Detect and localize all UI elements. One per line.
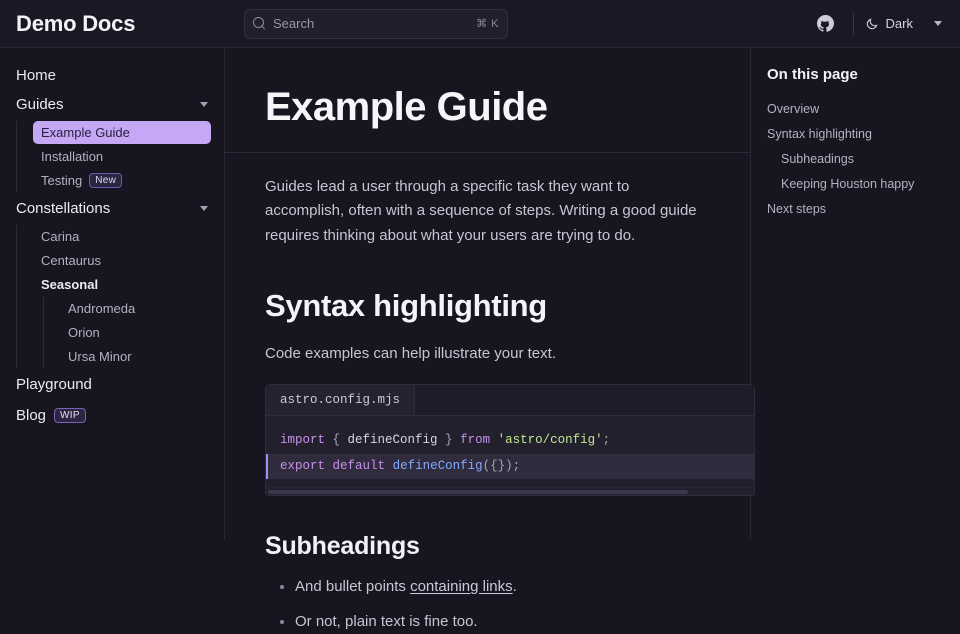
sidebar-item-label: Orion <box>68 325 100 340</box>
sidebar-item-label: Centaurus <box>41 253 101 268</box>
sidebar-group-constellations[interactable] <box>0 193 224 224</box>
sidebar <box>0 48 225 540</box>
toc-item-next-steps[interactable]: Next steps <box>767 201 827 216</box>
inline-link[interactable]: containing links <box>410 578 513 596</box>
sidebar-item-centaurus[interactable] <box>33 249 224 272</box>
list-item <box>295 575 710 598</box>
sidebar-item-label: Example Guide <box>41 125 130 140</box>
sidebar-group-guides-items <box>16 121 224 192</box>
code-body <box>266 416 754 495</box>
sidebar-group-guides[interactable] <box>0 89 224 120</box>
moon-icon <box>866 17 879 30</box>
toc-title: On this page <box>767 66 858 83</box>
code-tab-bar <box>266 385 754 416</box>
sidebar-item-ursa-minor[interactable] <box>60 345 224 368</box>
list-item-suffix: . <box>512 578 517 596</box>
github-icon[interactable] <box>809 7 843 41</box>
sidebar-item-example-guide[interactable] <box>33 121 211 144</box>
page-title: Example Guide <box>265 85 548 129</box>
sidebar-item-label: Blog <box>16 407 47 424</box>
code-line: import { defineConfig } from 'astro/config'; <box>280 432 611 447</box>
app-header <box>0 0 960 48</box>
code-horizontal-scrollbar[interactable] <box>266 487 754 495</box>
sidebar-item-label: Testing <box>41 173 83 188</box>
search-shortcut-hint: ⌘ K <box>476 18 499 30</box>
sidebar-item-home[interactable]: Home <box>16 67 57 84</box>
chevron-down-icon <box>200 206 208 211</box>
search-input[interactable] <box>244 9 508 39</box>
theme-select[interactable] <box>864 12 944 35</box>
sidebar-group-seasonal-items <box>43 297 224 368</box>
sidebar-group-seasonal[interactable] <box>33 273 224 296</box>
sidebar-item-blog[interactable] <box>0 400 224 431</box>
sidebar-item-label: Ursa Minor <box>68 349 132 364</box>
title-divider <box>225 152 750 153</box>
status-badge: New <box>89 173 122 188</box>
search-placeholder: Search <box>273 16 315 31</box>
sidebar-group-constellations-items <box>16 225 224 368</box>
header-divider <box>853 13 854 35</box>
chevron-down-icon <box>934 21 942 26</box>
sidebar-group-guides-label: Guides <box>16 96 64 113</box>
sidebar-item-playground[interactable] <box>0 369 224 400</box>
section-paragraph: Code examples can help illustrate your text. <box>265 344 556 362</box>
table-of-contents <box>750 48 960 540</box>
toc-item-subheadings[interactable]: Subheadings <box>781 151 854 166</box>
sidebar-item-label: Playground <box>16 376 92 393</box>
search-icon <box>253 17 266 30</box>
bullet-list <box>265 575 710 634</box>
chevron-down-icon <box>200 102 208 107</box>
sidebar-item-andromeda[interactable] <box>60 297 224 320</box>
sidebar-item-carina[interactable] <box>33 225 224 248</box>
main-content <box>225 48 750 631</box>
sidebar-item-orion[interactable] <box>60 321 224 344</box>
sidebar-item-label: Installation <box>41 149 104 164</box>
sidebar-group-seasonal-label: Seasonal <box>41 277 99 292</box>
brand-title[interactable]: Demo Docs <box>16 10 136 36</box>
sidebar-item-testing[interactable] <box>33 169 224 192</box>
sidebar-item-label: Andromeda <box>68 301 136 316</box>
code-block <box>265 384 755 496</box>
list-item-text: Or not, plain text is fine too. <box>295 613 478 631</box>
list-item <box>295 610 710 633</box>
code-line-highlighted: export default defineConfig({}); <box>266 454 754 480</box>
theme-label: Dark <box>885 16 913 31</box>
sidebar-item-label: Carina <box>41 229 80 244</box>
code-tab-filename[interactable]: astro.config.mjs <box>266 385 415 415</box>
body-row <box>0 48 960 631</box>
status-badge: WIP <box>54 408 86 423</box>
sidebar-group-constellations-label: Constellations <box>16 200 111 217</box>
intro-paragraph: Guides lead a user through a specific task they want to accomplish, often with a sequence of steps. Writing a good guide requires thinking about what your users are trying to do. <box>265 178 697 244</box>
toc-item-keeping-houston-happy[interactable]: Keeping Houston happy <box>781 176 915 191</box>
subsection-heading-subheadings: Subheadings <box>265 532 420 561</box>
toc-item-overview[interactable]: Overview <box>767 102 820 116</box>
section-heading-syntax-highlighting: Syntax highlighting <box>265 287 547 323</box>
list-item-text: And bullet points <box>295 578 411 596</box>
toc-item-syntax-highlighting[interactable]: Syntax highlighting <box>767 126 872 141</box>
header-actions <box>809 7 944 41</box>
sidebar-item-installation[interactable] <box>33 145 224 168</box>
